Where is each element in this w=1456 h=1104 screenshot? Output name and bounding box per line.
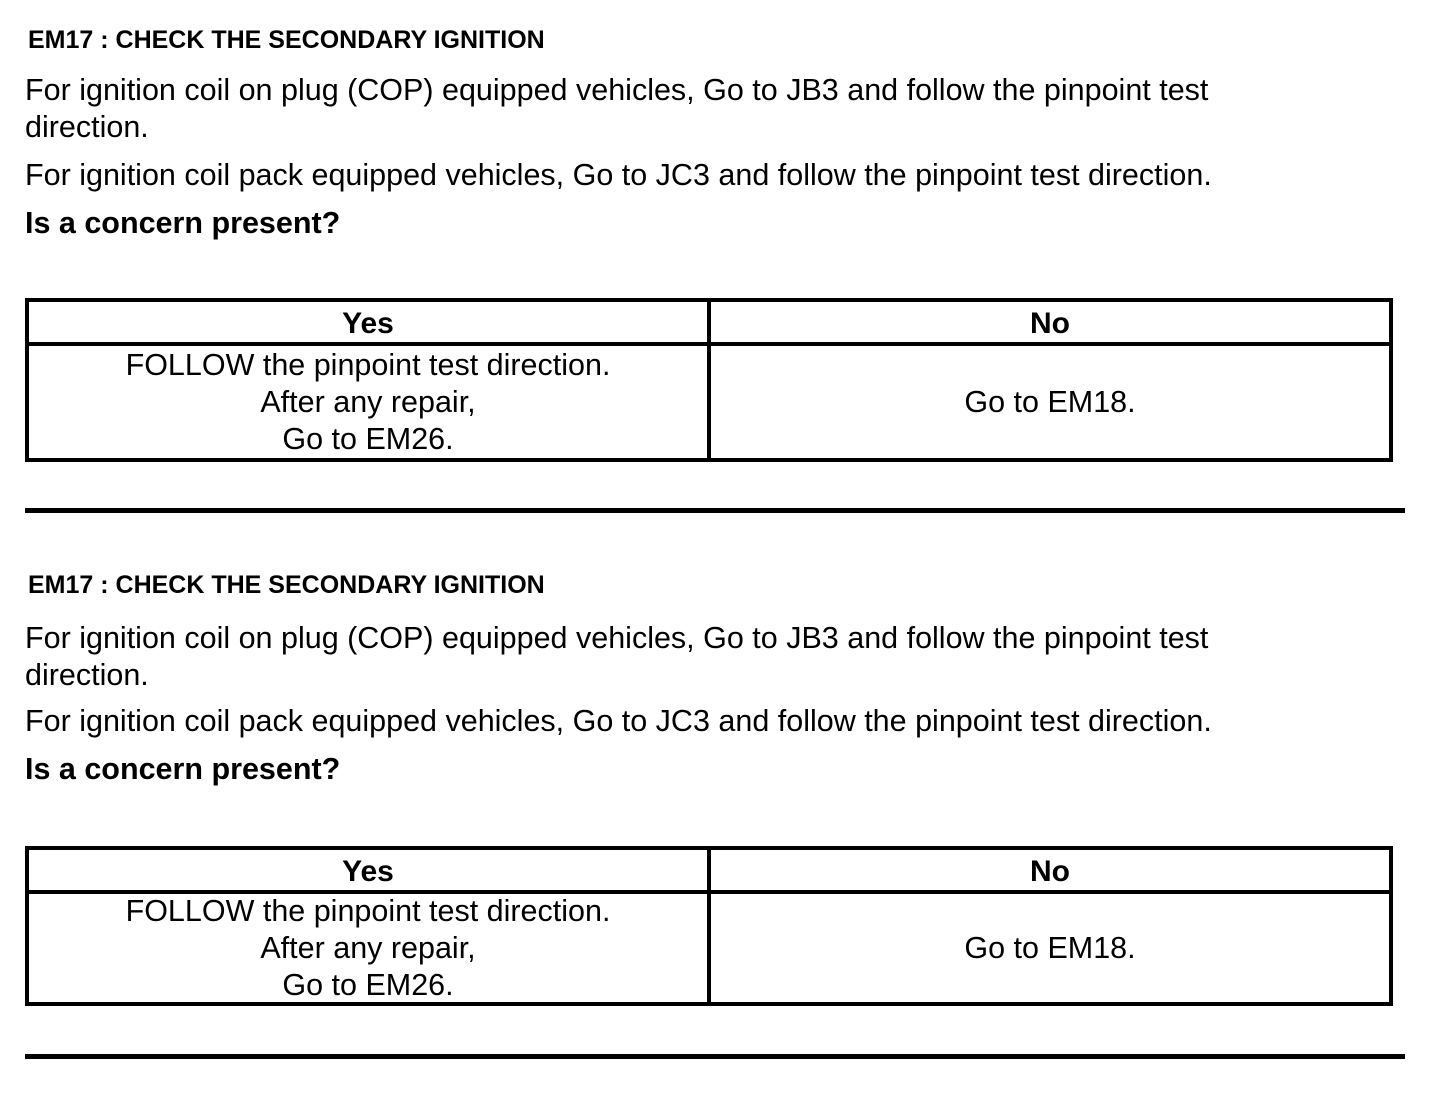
no-cell — [711, 894, 1389, 1002]
no-cell — [711, 346, 1389, 458]
coil-pack-instruction: For ignition coil pack equipped vehicles, Go to JC3 and follow the pinpoint test direction. — [25, 158, 1212, 192]
cop-instruction-line-1: For ignition coil on plug (COP) equipped vehicles, Go to JB3 and follow the pinpoint test — [25, 621, 1209, 655]
yes-line-2: After any repair, — [260, 384, 476, 419]
concern-question: Is a concern present? — [25, 752, 341, 786]
coil-pack-instruction: For ignition coil pack equipped vehicles, Go to JC3 and follow the pinpoint test direction. — [25, 704, 1212, 738]
yes-line-3: Go to EM26. — [282, 967, 454, 1002]
decision-table — [25, 846, 1393, 1006]
procedure-section-2 — [0, 546, 1456, 1092]
cop-instruction-line-2: direction. — [25, 110, 149, 144]
section-heading: EM17 : CHECK THE SECONDARY IGNITION — [28, 26, 545, 54]
yes-cell — [29, 346, 707, 458]
decision-table — [25, 298, 1393, 462]
cop-instruction-line-2: direction. — [25, 658, 149, 692]
yes-cell — [29, 894, 707, 1002]
procedure-section-1 — [0, 0, 1456, 546]
yes-header: Yes — [342, 307, 394, 340]
yes-line-1: FOLLOW the pinpoint test direction. — [125, 347, 611, 382]
yes-line-3: Go to EM26. — [282, 421, 454, 456]
yes-line-2: After any repair, — [260, 930, 476, 965]
yes-header: Yes — [342, 855, 394, 888]
cop-instruction-line-1: For ignition coil on plug (COP) equipped vehicles, Go to JB3 and follow the pinpoint test — [25, 73, 1209, 107]
no-text: Go to EM18. — [964, 930, 1136, 965]
section-heading: EM17 : CHECK THE SECONDARY IGNITION — [28, 571, 545, 599]
concern-question: Is a concern present? — [25, 206, 341, 240]
no-text: Go to EM18. — [964, 384, 1136, 419]
no-header: No — [1030, 855, 1070, 888]
no-header: No — [1030, 307, 1070, 340]
section-divider — [25, 1054, 1405, 1059]
yes-line-1: FOLLOW the pinpoint test direction. — [125, 893, 611, 928]
section-divider — [25, 508, 1405, 513]
